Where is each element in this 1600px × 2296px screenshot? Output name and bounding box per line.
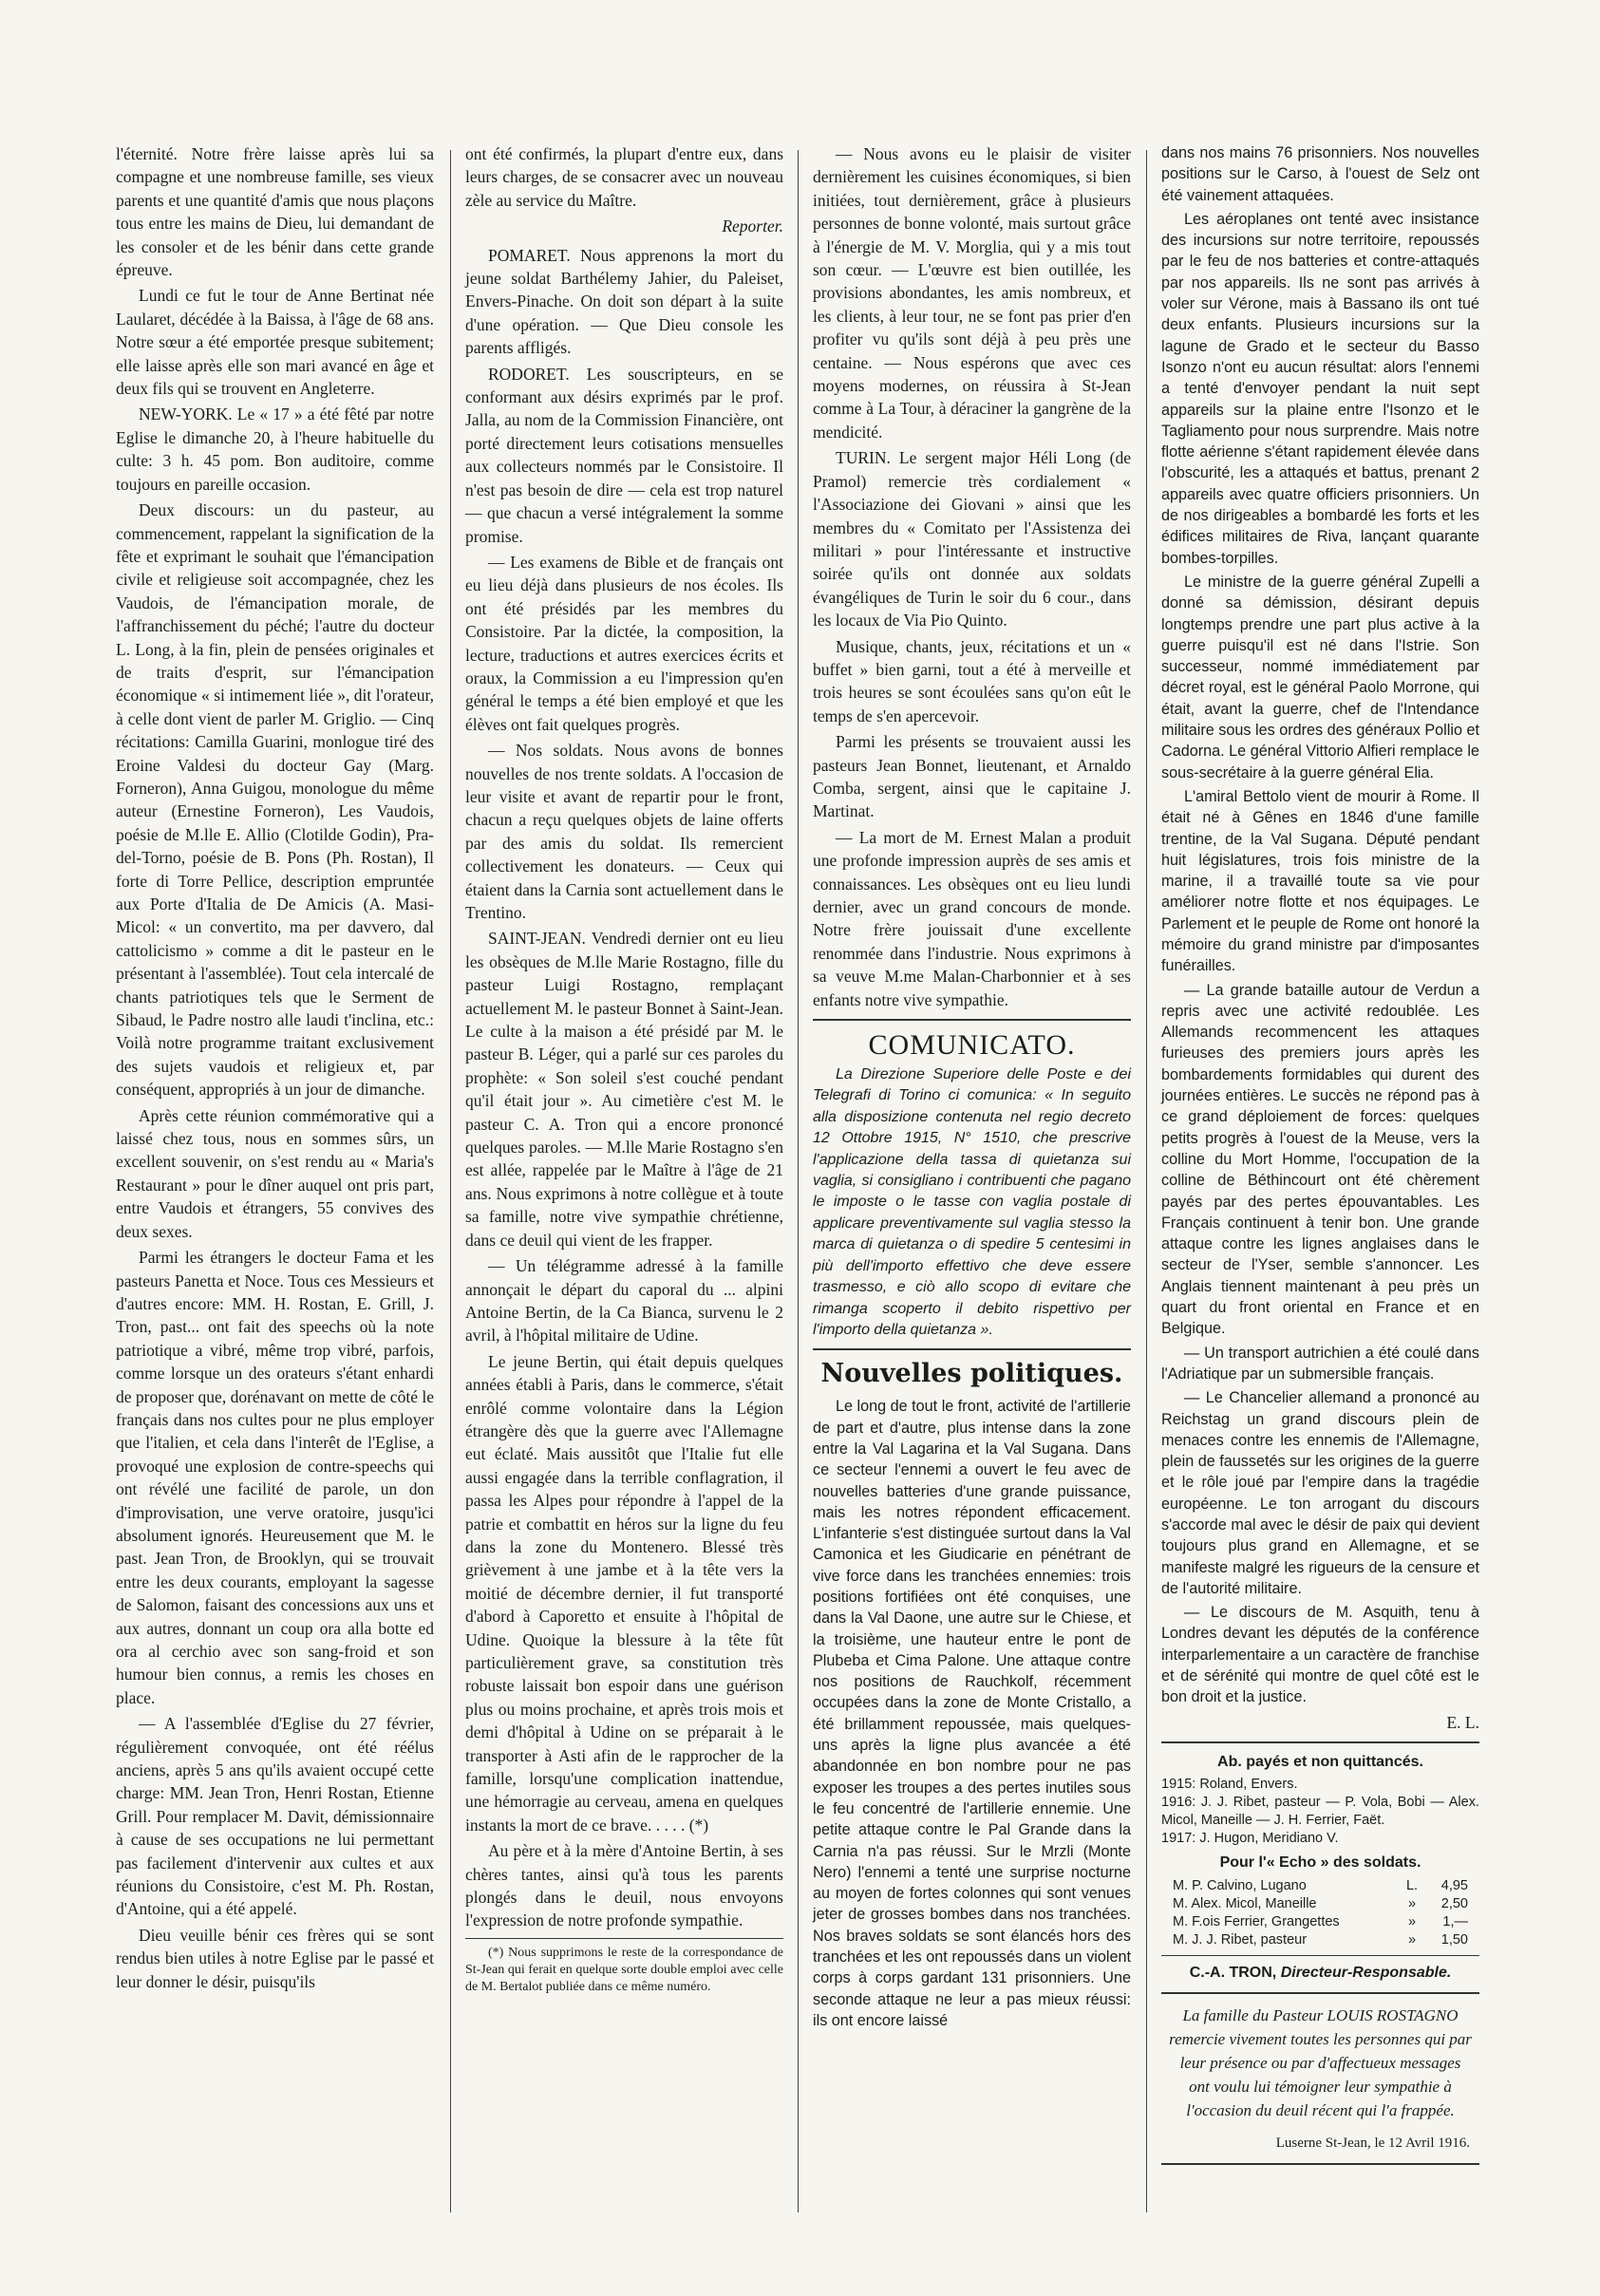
- news-paragraph: Le long de tout le front, activité de l'artillerie de part et d'autre, plus intense dans la zone entre la Val Lagarina et la Val Sugana. Dans ce secteur l'ennemi a ouvert le feu avec de nouvelles batteries d'une grande puissance, mais les notres répondent efficacement. L'infanterie s'est distinguée surtout dans la Val Camonica et les Giudicarie en pénétrant de vive force dans les tranchées ennemies: trois positions fortifiées ont été conquises, une dans la Val Daone, une autre sur le Chiese, et la troisième, une hauteur entre le pont de Plubeba et Cima Palone. Une attaque contre nos positions de Rauchkolf, récemment occupées dans la zone de Monte Cristallo, a été brillamment repoussée, mais quelques-uns après la ligne plus avancée a été abandonnée en bon nombre pour ne pas exposer les troupes a des pertes inutiles sous le feu concentré de l'artillerie ennemie. Une petite attaque contre le Pal Grande dans la Carnia n'a pas réussi. Sur le Mrzli (Monte Nero) l'ennemi a tenté une surprise nocturne au moyen de fortes colonnes qui sont venues jeter de grosses bombes dans nos tranchées. Nos braves soldats se sont élancés hors des tranchées et les ont repoussés dans un violent corps à corps gardant 131 prisonniers. Une seconde attaque ne leur a pas mieux réussi: ils ont encore laissé: [813, 1398, 1131, 2029]
- donation-amount: 2,50: [1440, 1895, 1468, 1911]
- article-paragraph: — Les examens de Bible et de français ont eu lieu déjà dans plusieurs de nos écoles. Ils ont été présidés par les membres du Consistoire. Par la dictée, la composition, la lecture, traductions et autres exercices écrits et oraux, la Commission a eu l'impression qu'en général le temps a été bien employé et que les élèves ont fait quelques progrès.: [465, 552, 783, 734]
- donor-name: M. Alex. Micol, Maneille: [1173, 1895, 1317, 1911]
- comunicato-body: La Direzione Superiore delle Poste e dei Telegrafi di Torino ci comunica: « In seguito alla disposizione contenuta nel regio decreto 12 Ottobre 1915, N° 1510, che prescrive l'applicazione della tassa di quietanza sui vaglia, si consigliano i contribuenti che pagano le imposte o le tasse con vaglia postale di applicare preventivamente sul vaglia stesso la marca di quietanza o di spedire 5 centesimi in più dell'importo effettivo che deve essere trasmesso, e ciò allo scopo di evitare che rimanga scoperto il debito rispettivo per l'importo della quietanza ».: [813, 1066, 1131, 1338]
- footnote-divider: [465, 1938, 783, 1939]
- donation-amount: 1,50: [1440, 1931, 1468, 1948]
- news-paragraph: Les aéroplanes ont tenté avec insistance des incursions sur notre territoire, repoussés par le feu de nos batteries et contre-attaqués par nos appareils. Ils ne sont pas arrivés à voler sur Vérone, mais à Bassano ils ont tué deux enfants. Plusieurs incursions sur la lagune de Grado et le secteur du Basso Isonzo n'ont eu aucun résultat: alors l'ennemi a tenté d'envoyer pendant la nuit sept appareils sur la plaine entre l'Isonzo et le Tagliamento pour nous surprendre. Mais notre flotte aérienne s'étant rapidement élevée dans l'obscurité, les a attaqués et battus, prenant 2 appareils avec quatre officiers prisonniers. Un de nos dirigeables a bombardé les forts et les édifices militaires de Riva, lançant quarante bombes-torpilles.: [1161, 210, 1479, 567]
- donation-currency: L.: [1405, 1877, 1419, 1893]
- donor-name: M. F.ois Ferrier, Grangettes: [1173, 1913, 1340, 1929]
- donor-name: M. J. J. Ribet, pasteur: [1173, 1931, 1308, 1948]
- donation-row: [1161, 1913, 1479, 1931]
- section-divider: [1161, 1741, 1479, 1743]
- section-divider: [813, 1348, 1131, 1350]
- news-paragraph: — Le Chancelier allemand a prononcé au Reichstag un grand discours plein de menaces contre les ennemis de l'Allemagne, plein de faussetés sur les origines de la guerre et le rôle joué par l'empire dans la tragédie européenne. Le ton arrogant du discours s'accorde mal avec le désir de paix qui devient toujours plus grand en Allemagne, et se manifeste malgré les rigueurs de la censure et de l'autorité militaire.: [1161, 1389, 1479, 1597]
- section-divider: [1161, 2163, 1479, 2165]
- article-paragraph: Deux discours: un du pasteur, au commencement, rappelant la signification de la fête et exprimant le souhait que l'émancipation civile et religieuse soit accompagnée, chez les Vaudois, de l'émancipation morale, de l'affranchissement du péché; l'autre du docteur L. Long, à la fin, plein de pensées originales et de traits d'esprit, sur l'émancipation économique « si intimement liée », dit l'orateur, à celle dont vient de parler M. Griglio. — Cinq récitations: Camilla Guarini, monlogue tiré des Eroine Valdesi du docteur Gay (Marg. Forneron), Anna Guigou, monologue du même auteur (Ernestine Forneron), Les Vaudois, poésie de M.lle E. Allio (Clotilde Godin), Pra-del-Torno, poésie de B. Pons (Ph. Rostan), Il forte di Torre Pellice, description empruntée aux Porte d'Italia de De Amicis (A. Masi-Micol: « un convertito, ma per davvero, dal cattolicismo » comme a dit le pasteur en le présentant à l'assemblée). Tout cela intercalé de chants patriotiques tels que le Serment de Sibaud, le Padre nostro alle laudi t'inclina, etc.: Voilà notre programme traitant exclusivement des sujets vaudois et religieux et, par conséquent, appropriés à un jour de dimanche.: [116, 500, 434, 1100]
- nouvelles-title: Nouvelles politiques.: [820, 1359, 1123, 1389]
- donation-currency: »: [1407, 1895, 1417, 1911]
- donation-amount: 4,95: [1440, 1877, 1468, 1893]
- section-divider: [1161, 1992, 1479, 1994]
- article-paragraph: Musique, chants, jeux, récitations et un « buffet » bien garni, tout a été à merveille et trois heures se sont écoulées sans qu'on eût le temps de s'en apercevoir.: [813, 636, 1131, 725]
- article-paragraph: ont été confirmés, la plupart d'entre eux, dans leurs charges, de se consacrer avec un nouveau zèle au service du Maître.: [465, 144, 783, 210]
- article-paragraph: Lundi ce fut le tour de Anne Bertinat née Laularet, décédée à la Baissa, à l'âge de 68 ans. Notre sœur a été emportée presque subitement; elle laisse après elle son mari avancé en âge et deux fils qui se trouvent en Angleterre.: [116, 286, 434, 399]
- donor-name: M. P. Calvino, Lugano: [1173, 1877, 1307, 1893]
- director-role: Directeur-Responsable.: [1280, 1964, 1452, 1981]
- article-paragraph: TURIN. Le sergent major Héli Long (de Pramol) remercie très cordialement « l'Associazione dei Giovani » ainsi que les membres du « Comitato per l'Assistenza dei militari » pour l'intéressante et instructive soirée qu'ils ont donnée aux soldats évangéliques de Turin le soir du 6 cour., dans les locaux de Via Pio Quinto.: [813, 448, 1131, 630]
- subscription-entry: 1915: Roland, Envers.: [1161, 1777, 1298, 1793]
- column-rule: [450, 150, 451, 2212]
- director-line: [1161, 1962, 1479, 1985]
- article-paragraph: Au père et à la mère d'Antoine Bertin, à ses chères tantes, ainsi qu'à tous les parents plongés dans le deuil, nous envoyons l'expression de notre profonde sympathie.: [465, 1841, 783, 1930]
- news-paragraph: L'amiral Bettolo vient de mourir à Rome. Il était né à Gênes en 1846 d'une famille trentine, de la Val Sugana. Député pendant huit législatures, trois fois ministre de la marine, il a travaillé toute sa vie pour améliorer notre flotte et nos équipages. Le Parlement et le peuple de Rome ont honoré la mémoire du grand ministre par d'imposantes funérailles.: [1161, 787, 1479, 975]
- column-2: [465, 142, 783, 1999]
- article-paragraph: POMARET. Nous apprenons la mort du jeune soldat Barthélemy Jahier, du Paleiset, Envers-Pinache. On doit son départ à la suite d'une opération. — Que Dieu console les parents affligés.: [465, 245, 783, 358]
- article-paragraph: Parmi les présents se trouvaient aussi les pasteurs Jean Bonnet, lieutenant, et Arnaldo Comba, sergent, ainsi que le capitaine J. Martinat.: [813, 732, 1131, 821]
- donation-currency: »: [1407, 1931, 1417, 1948]
- footnote: (*) Nous supprimons le reste de la correspondance de St-Jean qui ferait en quelque sorte double emploi avec celle de M. Bertalot publiée dans ce même numéro.: [465, 1945, 783, 1994]
- article-paragraph: — Nous avons eu le plaisir de visiter dernièrement les cuisines économiques, si bien initiées, tout dernièrement, grâce à plusieurs personnes de bonne volonté, mais surtout grâce à l'énergie de M. V. Morglia, qui y a mis tout son cœur. — L'œuvre est bien outillée, les provisions abondantes, les amis nombreux, et les clients, à leur tour, ne se font pas prier d'en profiter vu qu'ils sont déjà à peu près une centaine. — Nous espérons que avec ces moyens modernes, on réussira à St-Jean comme à La Tour, à déraciner la gangrène de la mendicité.: [813, 144, 1131, 442]
- column-1: [116, 142, 434, 1996]
- news-paragraph: — Le discours de M. Asquith, tenu à Londres devant les députés de la conférence interparlementaire a un caractère de franchise et de sérénité qui montre de quel côté est le bon droit et la justice.: [1161, 1604, 1479, 1706]
- article-paragraph: Dieu veuille bénir ces frères qui se sont rendus bien utiles à notre Eglise par le passé et leur donner le désir, puisqu'ils: [116, 1925, 434, 1991]
- column-rule: [1146, 150, 1147, 2212]
- article-paragraph: — La mort de M. Ernest Malan a produit une profonde impression auprès de ses amis et connaissances. Les obsèques ont eu lieu lundi dernier, avec un grand concours de monde. Notre frère jouissait d'une excellente renommée dans l'industrie. Nous exprimons à sa veuve M.me Malan-Charbonnier et à ses enfants notre vive sympathie.: [813, 827, 1131, 1009]
- comunicato-title: COMUNICATO.: [868, 1029, 1076, 1062]
- donation-amount: 1,—: [1442, 1913, 1468, 1929]
- article-signature: Reporter.: [722, 216, 783, 236]
- news-paragraph: dans nos mains 76 prisonniers. Nos nouvelles positions sur le Carso, à l'ouest de Selz ont été vainement attaquées.: [1161, 144, 1479, 204]
- column-4: [1161, 142, 1479, 2173]
- article-paragraph: — Un télégramme adressé à la famille annonçait le départ du caporal du ... alpini Antoine Bertin, de la Ca Bianca, survenu le 2 avril, à l'hôpital militaire de Udine.: [465, 1256, 783, 1346]
- thanks-place-date: Luserne St-Jean, le 12 Avril 1916.: [1275, 2136, 1470, 2152]
- article-paragraph: — Nos soldats. Nous avons de bonnes nouvelles de nos trente soldats. A l'occasion de leur visite et avant de repartir pour le front, chacun a reçu quelques objets de laine offerts par des amis du soldat. Ils remercient collectivement les donateurs. — Ceux qui étaient dans la Carnia sont actuellement dans le Trentino.: [465, 741, 783, 922]
- article-paragraph: Le jeune Bertin, qui était depuis quelques années établi à Paris, dans le commerce, s'était enrôlé comme volontaire dans la Légion étrangère dès que la guerre avec l'Allemagne eut éclaté. Mais aussitôt que l'Italie fut elle aussi engagée dans la terrible conflagration, il passa les Alpes pour répondre à l'appel de la patrie et combattit en héros sur la ligne du feu dans la zone du Montenero. Blessé très grièvement à une jambe et à la tête vers la moitié de décembre dernier, il fut transporté d'abord à Caporetto et ensuite à l'hôpital de Udine. Quoique la blessure à la tête fût particulièrement grave, sa constitution très robuste laissait bon espoir dans une guérison plus ou moins prochaine, et après trois mois et demi d'hôpital à Udine on se préparait à le transporter à Asti afin de le rapprocher de la famille, lorsqu'une complication inattendue, une hémorragie au cerveau, amena en quelques instants la mort de ce brave. . . . . (*): [465, 1351, 783, 1835]
- column-rule: [798, 150, 799, 2212]
- news-paragraph: — La grande bataille autour de Verdun a repris avec une activité redoublée. Les Allemands recommencent les attaques furieuses des premiers jours après les bombardements formidables qui durent des journées entières. Le succès ne répond pas à ce grand déploiement de forces: quelques petits progrès à l'ouest de la Meuse, vers la colline du Mort Homme, l'occupation de la colline de Béthincourt ont été chèrement payés par des pertes épouvantables. Les Français continuent à tenir bon. Une grande attaque contre les lignes anglaises dans le secteur de l'Yser, semble s'annoncer. Les Anglais tiennent maintenant à peu près un quart du front oriental en France et en Belgique.: [1161, 981, 1479, 1338]
- donation-row: [1161, 1931, 1479, 1949]
- thanks-notice: La famille du Pasteur LOUIS ROSTAGNO remercie vivement toutes les personnes qui par leur présence ou par d'affectueux messages ont voulu lui témoigner leur sympathie à l'occasion du deuil récent qui l'a frappée.: [1169, 2006, 1472, 2120]
- news-paragraph: — Un transport autrichien a été coulé dans l'Adriatique par un submersible français.: [1161, 1344, 1479, 1383]
- article-paragraph: — A l'assemblée d'Eglise du 27 février, régulièrement convoquée, ont été réélus anciens, après 5 ans qu'ils avaient occupé cette charge: MM. Jean Tron, Henri Rostan, Etienne Grill. Pour remplacer M. Davit, démissionnaire à cause de ses occupations ne lui permettant pas facilement d'intervenir aux cultes et aux réunions du Consistoire, c'est M. Ph. Rostan, d'Antoine, qui a été appelé.: [116, 1714, 434, 1919]
- newspaper-page: [116, 142, 1483, 2212]
- director-name: C.-A. TRON,: [1189, 1964, 1277, 1981]
- section-divider: [813, 1019, 1131, 1021]
- donation-row: [1161, 1877, 1479, 1895]
- section-divider: [1161, 1955, 1479, 1956]
- article-paragraph: SAINT-JEAN. Vendredi dernier ont eu lieu les obsèques de M.lle Marie Rostagno, fille du pasteur Luigi Rostagno, remplaçant actuellement M. le pasteur Bonnet à Saint-Jean. Le culte à la maison a été présidé par M. le pasteur B. Léger, qui a parlé sur ces paroles du prophète: « Son soleil s'est couché pendant qu'il était jour ». Au cimetière c'est M. le pasteur C. A. Tron qui a encore prononcé quelques paroles. — M.lle Marie Rostagno s'en est allée, rappelée par le Maître à l'âge de 21 ans. Nous exprimons à notre collègue et à toute sa famille, notre vive sympathie chrétienne, dans ce deuil qui vient de les frapper.: [465, 929, 783, 1250]
- news-paragraph: Le ministre de la guerre général Zupelli a donné sa démission, désirant depuis longtemps prendre une part plus active à la guerre puisqu'il est né dans l'Istrie. Son successeur, nommé immédiatement par décret royal, est le général Paolo Morrone, qui était, avant la guerre, chef de l'Intendance militaire sous les ordres des généraux Pollio et Cadorna. Le général Vittorio Alfieri remplace le sous-secrétaire à la guerre général Elia.: [1161, 573, 1479, 781]
- subscription-entry: 1917: J. Hugon, Meridiano V.: [1161, 1831, 1339, 1847]
- donation-currency: »: [1407, 1913, 1417, 1929]
- echo-donations-title: Pour l'« Echo » des soldats.: [1219, 1854, 1421, 1872]
- article-paragraph: RODORET. Les souscripteurs, en se conformant aux désirs exprimés par le prof. Jalla, au nom de la Commission Financière, ont porté directement leurs cotisations mensuelles aux collecteurs nommés par le Consistoire. Il n'est pas besoin de dire — cela est trop naturel — que chacun a versé intégralement la somme promise.: [465, 364, 783, 546]
- article-paragraph: l'éternité. Notre frère laisse après lui sa compagne et une nombreuse famille, ses vieux parents et une quantité d'amis que nous plaçons tous entre les mains de Dieu, lui demandant de les consoler et de les bénir dans cette grande épreuve.: [116, 144, 434, 280]
- article-signature: E. L.: [1446, 1712, 1479, 1732]
- article-paragraph: Après cette réunion commémorative qui a laissé chez tous, nous en sommes sûrs, un excellent souvenir, on s'est rendu au « Maria's Restaurant » pour le dîner auquel ont pris part, entre Vaudois et étrangers, 55 convives des deux sexes.: [116, 1105, 434, 1241]
- article-paragraph: Parmi les étrangers le docteur Fama et les pasteurs Panetta et Noce. Tous ces Messieurs et d'autres encore: MM. H. Rostan, E. Grill, J. Tron, past... ont fait des speechs où la note patriotique a vibré, même trop vibré, parfois, comme lorsque un des orateurs s'étant enhardi de proposer que, dorénavant on mette de côté le français dans nos cultes pour ne plus employer que l'italien, et cela dans l'interêt de l'Eglise, a provoqué une explosion de contre-speechs qui ont révélé une facilité de parole, un don d'improvisation, une verve oratoire, jusqu'ici absolument ignorés. Heureusement que M. le past. Jean Tron, de Brooklyn, qui se trouvait entre les deux courants, employant la sagesse de Salomon, faisant des concessions aux uns et aux autres, donnant un coup ora alla botte ed ora al cerchio avec son sang-froid et son humour bien connus, a remis les choses en place.: [116, 1248, 434, 1707]
- subscription-entry: 1916: J. J. Ribet, pasteur — P. Vola, Bobi — Alex. Micol, Maneille — J. H. Ferrier, Faët.: [1161, 1795, 1479, 1829]
- subscriptions-title: Ab. payés et non quittancés.: [1217, 1754, 1423, 1771]
- article-paragraph: NEW-YORK. Le « 17 » a été fêté par notre Eglise le dimanche 20, à l'heure habituelle du culte: 3 h. 45 pom. Bon auditoire, comme toujours en pareille occasion.: [116, 405, 434, 494]
- donation-row: [1161, 1895, 1479, 1913]
- column-3: [813, 142, 1131, 2034]
